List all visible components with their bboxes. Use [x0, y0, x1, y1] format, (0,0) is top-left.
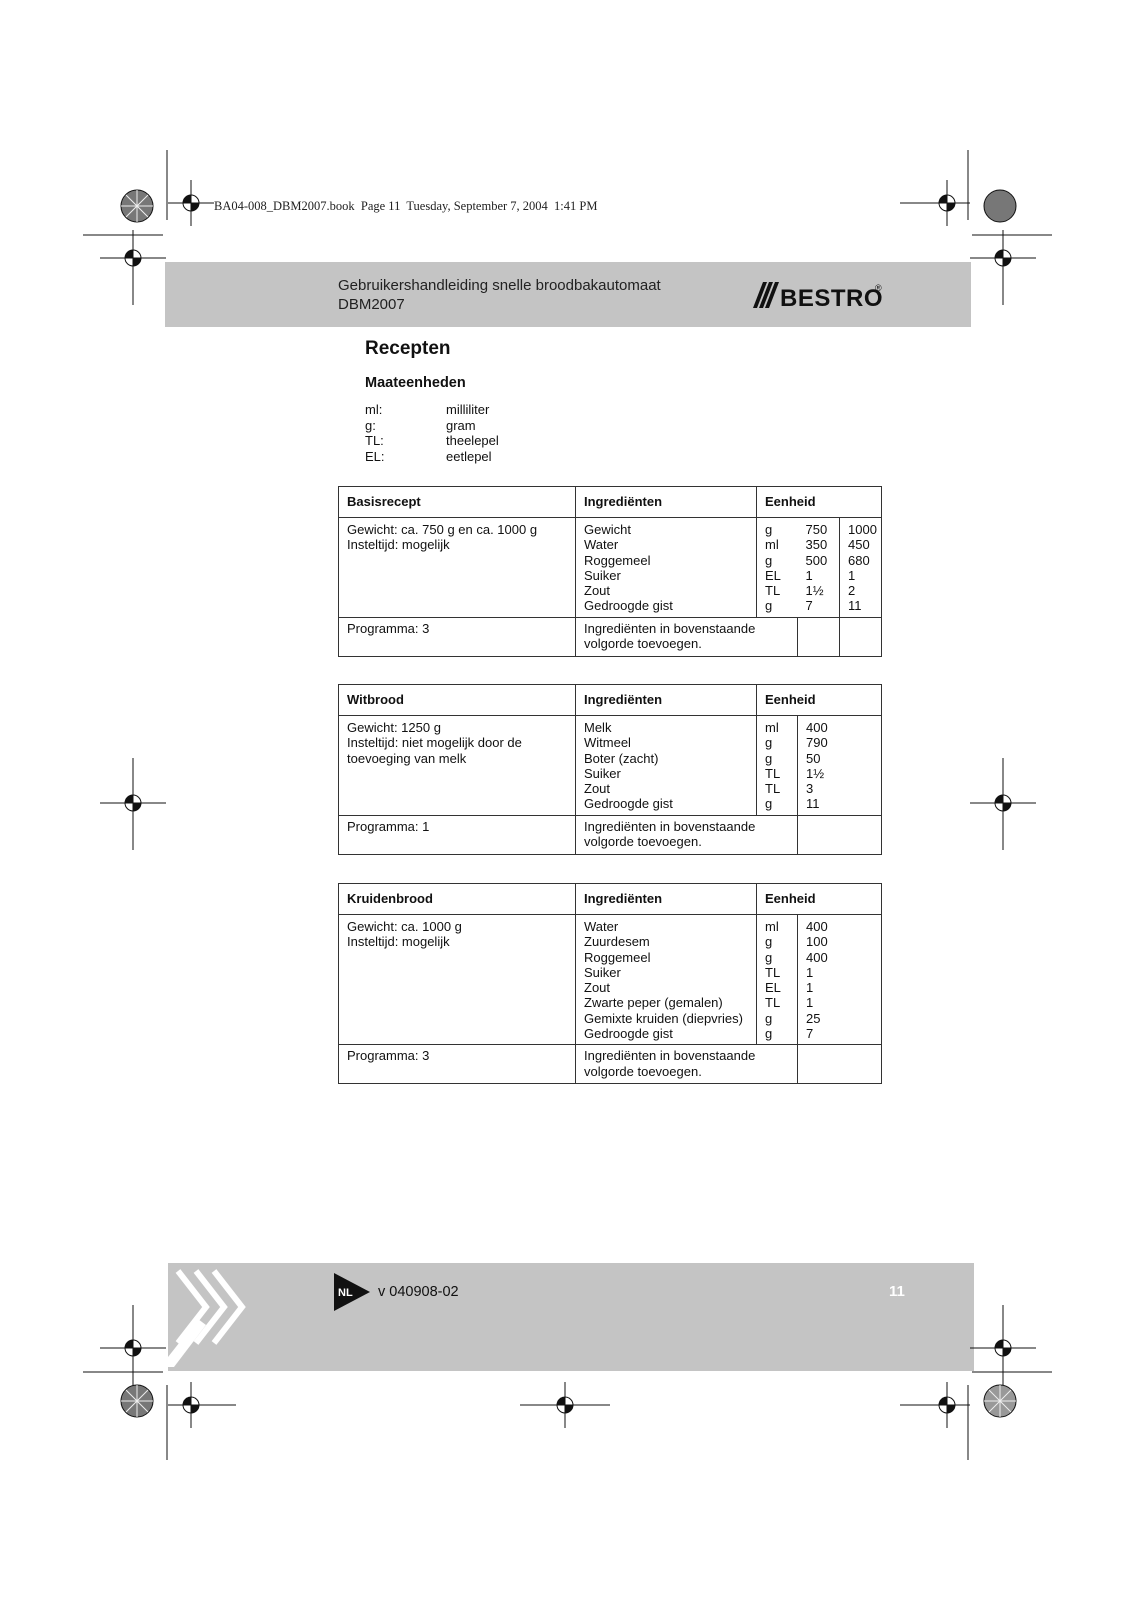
value: 100 [806, 934, 828, 950]
value: 25 [806, 1010, 821, 1026]
ingredient: Zuurdesem [584, 934, 650, 950]
value: 11 [806, 796, 820, 812]
unit: g [765, 598, 773, 614]
ingredient: Water [584, 537, 619, 553]
value: 7 [805, 598, 813, 614]
unit-meaning: milliliter [446, 402, 490, 417]
value: 750 [805, 522, 828, 537]
ingredient: Water [584, 919, 619, 934]
description-line: Insteltijd: niet mogelijk door de [347, 735, 522, 751]
ingredient: Witmeel [584, 735, 631, 751]
unit: g [765, 1010, 773, 1026]
unit-meaning: gram [446, 417, 476, 433]
ingredient: Zout [584, 980, 611, 996]
unit: g [765, 522, 773, 537]
unit: ml [765, 720, 779, 735]
unit: g [765, 949, 773, 965]
ingredient: Gemixte kruiden (diepvries) [584, 1010, 743, 1026]
value: 3 [806, 781, 814, 797]
section-title: Recepten [365, 338, 451, 359]
ingredient: Roggemeel [584, 552, 651, 568]
unit: TL [765, 964, 781, 980]
ingredient: Suiker [584, 964, 621, 980]
unit: ml [765, 919, 779, 934]
unit-header: Eenheid [757, 685, 882, 716]
unit: TL [765, 781, 781, 797]
language-badge-text: NL [338, 1287, 353, 1299]
ingredient: Melk [584, 720, 612, 735]
ingredient: Zwarte peper (gemalen) [584, 995, 723, 1011]
crosshair-icon [100, 180, 1036, 1428]
version-number: v 040908-02 [378, 1284, 459, 1300]
ingredient: Suiker [584, 567, 621, 583]
unit-header: Eenheid [757, 487, 882, 518]
program-label: Programma: 1 [339, 815, 576, 854]
unit-header: Eenheid [757, 884, 882, 915]
ingredient: Roggemeel [584, 949, 651, 965]
unit: g [765, 750, 773, 766]
unit: g [765, 735, 773, 751]
unit: TL [765, 583, 781, 599]
description-line: Insteltijd: mogelijk [347, 934, 450, 950]
value: 50 [806, 750, 821, 766]
starburst-icon [121, 190, 1016, 1417]
ingredients-header: Ingrediënten [576, 487, 757, 518]
header-title-line1: Gebruikershandleiding snelle broodbakautomaat [338, 277, 661, 294]
order-note: Ingrediënten in bovenstaande volgorde toevoegen. [576, 617, 798, 656]
order-note: Ingrediënten in bovenstaande volgorde toevoegen. [576, 815, 798, 854]
ingredient: Boter (zacht) [584, 750, 659, 766]
subsection-title: Maateenheden [365, 375, 466, 391]
recipe-name: Basisrecept [339, 487, 576, 518]
book-info-line: BA04-008_DBM2007.book Page 11 Tuesday, September 7, 2004 1:41 PM [214, 199, 598, 213]
ingredients-header: Ingrediënten [576, 884, 757, 915]
value: 500 [805, 552, 828, 568]
unit: TL [765, 765, 781, 781]
value: 680 [848, 552, 870, 568]
ingredients-header: Ingrediënten [576, 685, 757, 716]
program-label: Programma: 3 [339, 617, 576, 656]
logo-text: BESTRO [780, 285, 883, 310]
ingredient: Gewicht [584, 522, 631, 537]
value: 1 [805, 567, 813, 583]
ingredient: Gedroogde gist [584, 598, 673, 614]
registered-mark: ® [875, 283, 882, 293]
value: 1½ [806, 765, 825, 781]
value: 450 [848, 537, 870, 553]
value: 1 [806, 995, 814, 1011]
value: 400 [806, 720, 828, 735]
recipe-name: Kruidenbrood [339, 884, 576, 915]
description-line: Gewicht: ca. 1000 g [347, 919, 462, 934]
description-line: Gewicht: 1250 g [347, 720, 441, 735]
unit-abbr: TL: [365, 433, 384, 448]
unit-abbr: ml: [365, 402, 383, 417]
value: 400 [806, 919, 828, 934]
unit: g [765, 552, 773, 568]
ingredient: Zout [584, 583, 611, 599]
description-line: Gewicht: ca. 750 g en ca. 1000 g [347, 522, 538, 537]
page-number: 11 [889, 1283, 905, 1300]
ingredient: Suiker [584, 765, 621, 781]
value: 790 [806, 735, 828, 751]
value: 1 [806, 980, 814, 996]
unit-meaning: theelepel [446, 433, 499, 448]
recipe-name: Witbrood [339, 685, 576, 716]
value: 1000 [848, 522, 877, 537]
unit-meaning: eetlepel [446, 448, 492, 464]
unit: g [765, 796, 773, 812]
unit: g [765, 1026, 773, 1042]
unit: EL [765, 980, 781, 996]
value: 2 [848, 583, 856, 599]
unit-abbr: g: [365, 417, 376, 433]
value: 7 [806, 1026, 814, 1042]
order-note: Ingrediënten in bovenstaande volgorde toevoegen. [576, 1045, 798, 1084]
header-title-line2: DBM2007 [338, 296, 405, 313]
unit: EL [765, 567, 781, 583]
ingredient: Zout [584, 781, 611, 797]
ingredient: Gedroogde gist [584, 1026, 673, 1042]
value: 350 [805, 537, 828, 553]
value: 11 [848, 598, 862, 614]
description-line: Insteltijd: mogelijk [347, 537, 450, 553]
description-line: toevoeging van melk [347, 750, 467, 766]
value: 1 [848, 567, 856, 583]
value: 1½ [805, 583, 824, 599]
unit: g [765, 934, 773, 950]
program-label: Programma: 3 [339, 1045, 576, 1084]
ingredient: Gedroogde gist [584, 796, 673, 812]
unit-abbr: EL: [365, 448, 385, 464]
unit: TL [765, 995, 781, 1011]
value: 1 [806, 964, 814, 980]
unit: ml [765, 537, 779, 553]
value: 400 [806, 949, 828, 965]
